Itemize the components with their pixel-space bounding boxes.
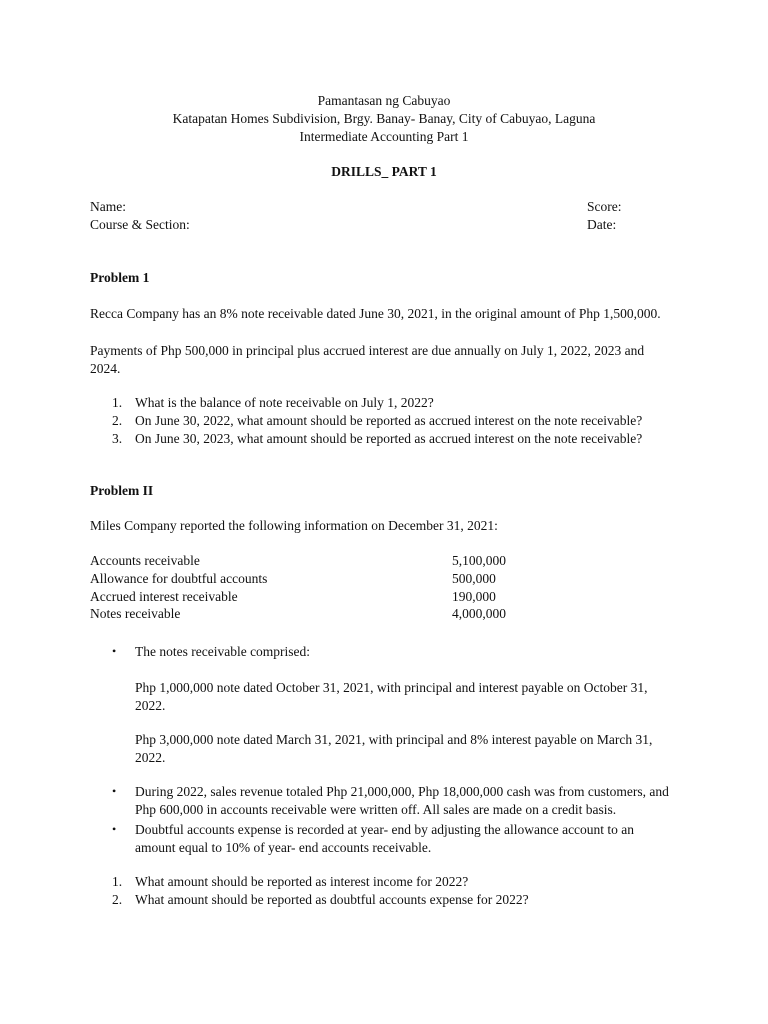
score-field-label: Score:	[587, 199, 622, 214]
table-row-label: Notes receivable	[90, 606, 181, 621]
note-detail-2: Php 3,000,000 note dated March 31, 2021, with principal and 8% interest payable on March 31, 2022.	[135, 732, 653, 765]
problem1-question-text: What is the balance of note receivable on July 1, 2022?	[135, 395, 434, 410]
table-row-value: 500,000	[452, 571, 496, 586]
bullet-icon: •	[112, 822, 117, 836]
table-row-value: 190,000	[452, 589, 496, 604]
bullet-icon: •	[112, 644, 117, 658]
date-field-label: Date:	[587, 217, 617, 232]
table-row-value: 4,000,000	[452, 606, 506, 621]
problem1-question-text: On June 30, 2022, what amount should be reported as accrued interest on the note receivable?	[135, 413, 643, 428]
table-row-value: 5,100,000	[452, 553, 506, 568]
bullet-text-notes-comprised: The notes receivable comprised:	[135, 644, 311, 659]
problem1-heading: Problem 1	[90, 270, 150, 285]
institution-name: Pamantasan ng Cabuyao	[317, 93, 451, 108]
problem1-question-text: On June 30, 2023, what amount should be reported as accrued interest on the note receivable?	[135, 431, 643, 446]
note-detail-1: Php 1,000,000 note dated October 31, 2021, with principal and interest payable on October 31, 2022.	[135, 680, 648, 713]
problem1-question-number: 2.	[112, 413, 123, 428]
bullet-text-doubtful-accounts: Doubtful accounts expense is recorded at year- end by adjusting the allowance account to an amount equal to 10% of year- end accounts receivable.	[135, 822, 635, 855]
table-row-label: Accrued interest receivable	[90, 589, 238, 604]
document-title: DRILLS_ PART 1	[331, 164, 437, 179]
problem1-paragraph-2: Payments of Php 500,000 in principal plus accrued interest are due annually on July 1, 2022, 2023 and 2024.	[90, 343, 645, 376]
problem2-question-number: 1.	[112, 874, 123, 889]
bullet-icon: •	[112, 784, 117, 798]
problem2-heading: Problem II	[90, 483, 154, 498]
institution-address: Katapatan Homes Subdivision, Brgy. Banay- Banay, City of Cabuyao, Laguna	[172, 111, 596, 126]
bullet-text-sales: During 2022, sales revenue totaled Php 21,000,000, Php 18,000,000 cash was from customers, and Php 600,000 in accounts receivable were written off. All sales are made on a credit basis.	[135, 784, 669, 817]
table-row-label: Accounts receivable	[90, 553, 200, 568]
table-row-label: Allowance for doubtful accounts	[90, 571, 268, 586]
course-section-field-label: Course & Section:	[90, 217, 190, 232]
problem1-question-number: 1.	[112, 395, 123, 410]
problem2-question-text: What amount should be reported as doubtful accounts expense for 2022?	[135, 892, 529, 907]
problem1-paragraph-1: Recca Company has an 8% note receivable dated June 30, 2021, in the original amount of Php 1,500,000.	[90, 306, 661, 321]
name-field-label: Name:	[90, 199, 126, 214]
problem2-question-text: What amount should be reported as interest income for 2022?	[135, 874, 469, 889]
problem2-question-number: 2.	[112, 892, 123, 907]
course-title: Intermediate Accounting Part 1	[299, 129, 469, 144]
problem2-intro: Miles Company reported the following information on December 31, 2021:	[90, 518, 498, 533]
problem1-question-number: 3.	[112, 431, 123, 446]
